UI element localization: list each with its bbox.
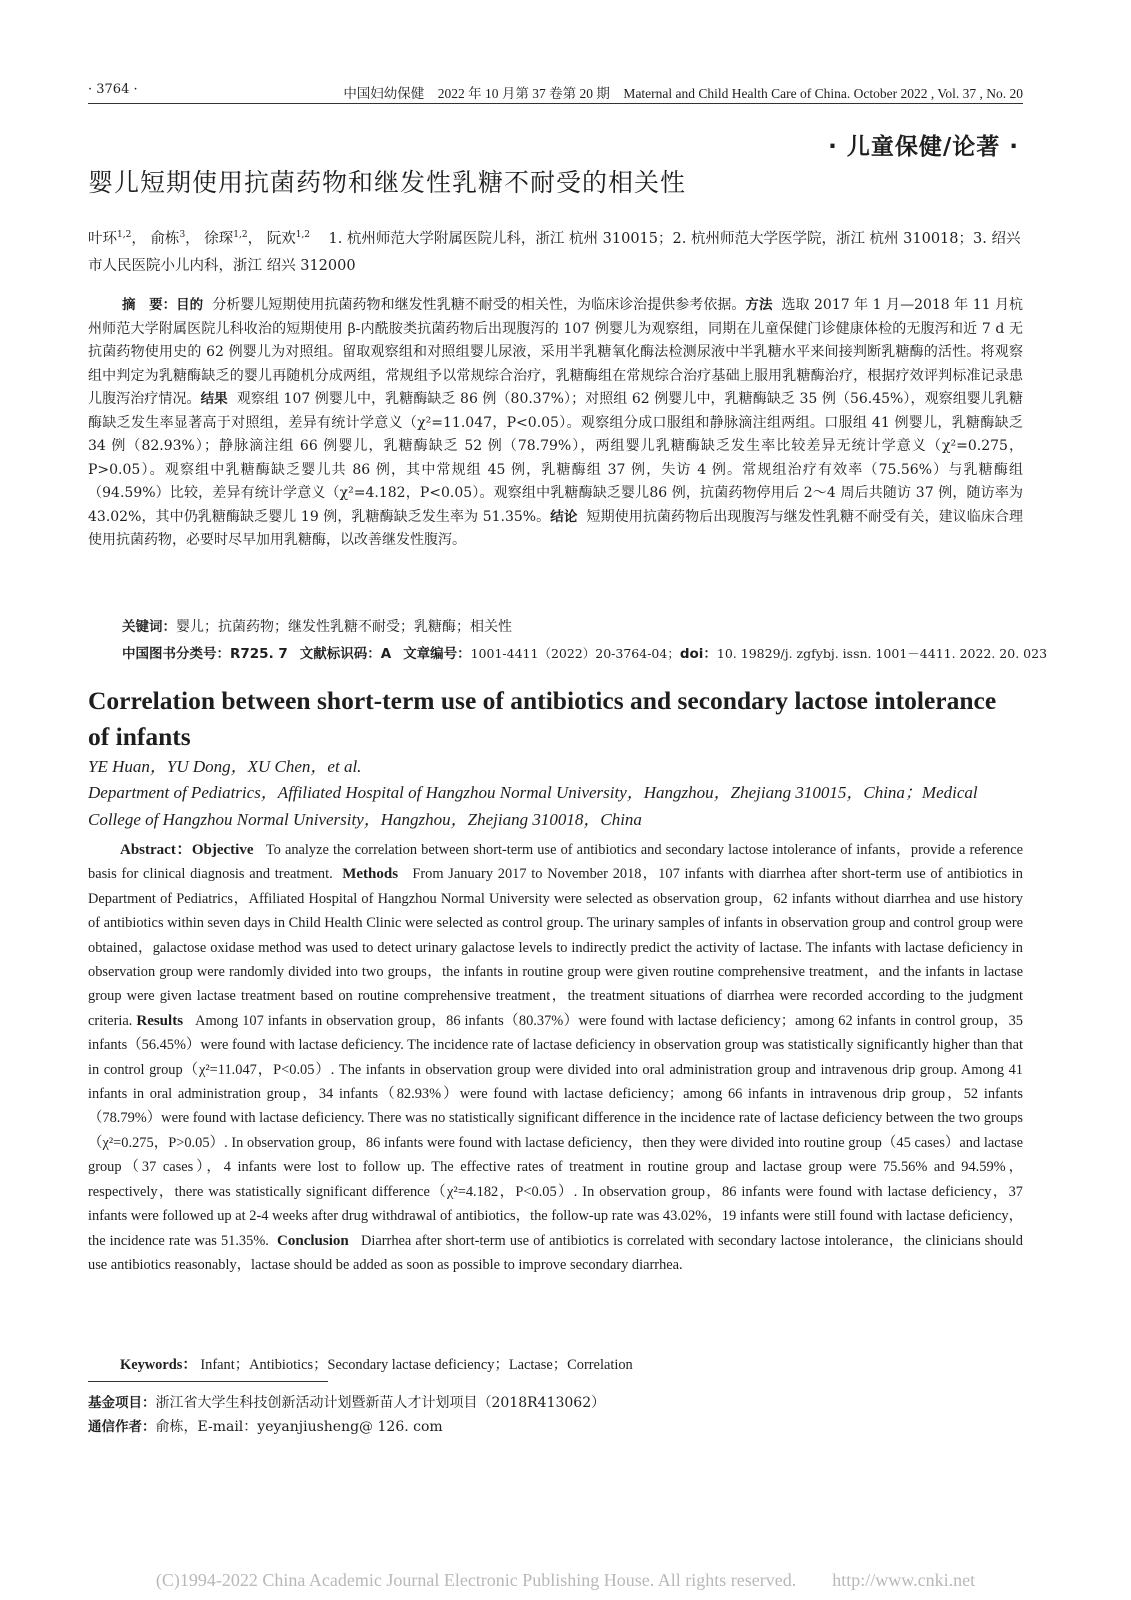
doi-label: doi： (679, 646, 717, 662)
objective-label: Objective (191, 842, 254, 858)
document-code-value: A (380, 646, 392, 662)
author-name: 徐琛 (204, 230, 234, 247)
conclusion-text: 短期使用抗菌药物后出现腹泻与继发性乳糖不耐受有关，建议临床合理使用抗菌药物，必要时尽早加用乳糖酶，以改善继发性腹泻。 (88, 508, 1024, 548)
methods-label: Methods (342, 866, 399, 883)
results-text: 观察组 107 例婴儿中，乳糖酶缺乏 86 例（80.37%）；对照组 62 例婴儿中，乳糖酶缺乏 35 例（56.45%），观察组婴儿乳糖酶缺乏发生率显著高于对照组，差异有统计学意义（χ²=11.047，P<0.05）。观察组分成口服组和静脉滴注组两组。口服组 41 例婴儿，乳糖酶缺乏 34 例（82.93%）；静脉滴注组 66 例婴儿，乳糖酶缺乏 52 例（78.79%），两组婴儿乳糖酶缺乏发生率比较差异无统计学意义（χ²=0.275，P>0.05）。观察组中乳糖酶缺乏婴儿共 86 例，其中常规组 45 例，乳糖酶组 37 例，失访 4 例。常规组治疗有效率（75.56%）与乳糖酶组（94.59%）比较，差异有统计学意义（χ²=4.182，P<0.05）。观察组中乳糖酶缺乏婴儿86 例，抗菌药物停用后 2～4 周后共随访 37 例，随访率为 43.02%，其中仍乳糖酶缺乏婴儿 19 例，乳糖酶缺乏发生率为 51.35%。 (88, 391, 1024, 525)
doi-value: 10. 19829/j. zgfybj. issn. 1001－4411. 2022. 20. 023 (716, 646, 1048, 661)
objective-text: To analyze the correlation between short-term use of antibiotics and secondary lactose intolerance of infants，provide a reference basis for clinical diagnosis and treatment. (88, 842, 1023, 883)
english-authors: YE Huan，YU Dong，XU Chen，et al. (88, 757, 362, 776)
abstract-label: 摘 要： (122, 297, 177, 313)
methods-label: 方法 (745, 297, 773, 313)
english-abstract (88, 838, 1023, 1277)
results-label: Results (136, 1012, 184, 1029)
corresponding-author-text: 俞栋，E-mail：yeyanjiusheng@ 126. com (155, 1419, 443, 1435)
page-number: · 3764 · (88, 82, 138, 97)
corresponding-author-label: 通信作者： (88, 1419, 156, 1435)
header-rule (88, 103, 1023, 104)
classification-line (88, 642, 1048, 662)
author-affiliation-mark: 3 (179, 230, 186, 240)
running-header (88, 80, 1023, 102)
english-keywords (88, 1353, 1023, 1374)
author-name: 俞栋 (150, 230, 180, 247)
english-title: Correlation between short-term use of antibiotics and secondary lactose intolerance of infants (88, 686, 997, 751)
clc-value: R725. 7 (230, 646, 288, 662)
objective-text: 分析婴儿短期使用抗菌药物和继发性乳糖不耐受的相关性，为临床诊治提供参考依据。 (212, 297, 746, 313)
author-affiliation-mark: 1,2 (233, 230, 248, 240)
section-tag: · 儿童保健/论著 · (828, 134, 1019, 160)
keywords-label: Keywords： (120, 1357, 197, 1373)
journal-citation-line: 中国妇幼保健 2022 年 10 月第 37 卷第 20 期 Maternal and Child Health Care of China. October 2022 , Vol. 37 , No. 20 (343, 86, 1023, 101)
chinese-keywords (88, 615, 1023, 636)
conclusion-label: Conclusion (277, 1232, 349, 1249)
results-label: 结果 (200, 391, 228, 407)
chinese-abstract (88, 294, 1023, 553)
objective-label: 目的 (176, 297, 204, 313)
footnote-rule (88, 1381, 328, 1382)
chinese-title: 婴儿短期使用抗菌药物和继发性乳糖不耐受的相关性 (88, 168, 687, 197)
funding-footnote (88, 1391, 1023, 1439)
funding-line (88, 1391, 1023, 1415)
conclusion-label: 结论 (550, 508, 578, 525)
chinese-affiliations: 1. 杭州师范大学附属医院儿科，浙江 杭州 310015；2. 杭州师范大学医学院，浙江 杭州 310018；3. 绍兴市人民医院小儿内科，浙江 绍兴 312000 (88, 230, 1021, 274)
author-affiliation-mark: 1,2 (295, 230, 311, 240)
english-affiliation: Department of Pediatrics，Affiliated Hospital of Hangzhou Normal University，Hangzhou，Zhejiang 310015，China；Medical College of Hangzhou Normal University，Hangzhou，Zhejiang 310018，China (88, 783, 978, 829)
abstract-label: Abstract： (120, 842, 192, 858)
keywords-text: Infant；Antibiotics；Secondary lactase deficiency；Lactase；Correlation (200, 1357, 633, 1373)
article-number-label: 文章编号： (403, 646, 471, 662)
copyright-notice: (C)1994-2022 China Academic Journal Electronic Publishing House. All rights reserved. http://www.cnki.net (155, 1570, 976, 1590)
funding-label: 基金项目： (88, 1395, 156, 1411)
keywords-text: 婴儿；抗菌药物；继发性乳糖不耐受；乳糖酶；相关性 (176, 619, 512, 635)
author-affiliation-mark: 1,2 (117, 230, 132, 240)
document-code-label: 文献标识码： (299, 646, 381, 662)
corresponding-author-line (88, 1415, 1023, 1439)
results-text: Among 107 infants in observation group，86 infants（80.37%）were found with lactase deficiency；among 62 infants in control group，35 infants（56.45%）were found with lactase deficiency. The incidence rate of lactase deficiency in observation group was statistically significantly higher than that in control group（χ²=11.047，P<0.05）. The infants in observation group were divided into oral administration group and intravenous drip group. Among 41 infants in oral administration group，34 infants（82.93%）were found with lactase deficiency；among 66 infants in intravenous drip group，52 infants（78.79%）were found with lactase deficiency. There was no statistically significant difference in the incidence rate of lactase deficiency between the two groups（χ²=0.275，P>0.05）. In observation group，86 infants were found with lactase deficiency，then they were divided into routine group（45 cases）and lactase group（37 cases），4 infants were lost to follow up. The effective rates of treatment in routine group and lactase group were 75.56% and 94.59%，respectively，there was statistically significant difference（χ²=4.182，P<0.05）. In observation group，86 infants were found with lactase deficiency，37 infants were followed up at 2-4 weeks after drug withdrawal of antibiotics，the follow-up rate was 43.02%，19 infants were still found with lactase deficiency，the incidence rate was 51.35%. (88, 1012, 1023, 1249)
chinese-authors: 叶环$^{1,2}$， 俞栋$^3$， 徐琛$^{1,2}$， 阮欢$^{1,2}$ 1. 杭州师范大学附属医院儿科，浙江 杭州 310015；2. 杭州师范大学医学院，浙江 杭州 310018；3. 绍兴市人民医院小儿内科，浙江 绍兴 312000 (88, 230, 1021, 274)
author-name: 阮欢 (266, 230, 296, 247)
clc-label: 中国图书分类号： (122, 646, 230, 662)
methods-text: From January 2017 to November 2018，107 infants with diarrhea after short-term use of antibiotics in Department of Pediatrics，Affiliated Hospital of Hangzhou Normal University were selected as observation group，62 infants without diarrhea and use history of antibiotics within seven days in Child Health Clinic were selected as control group. The urinary samples of infants in observation group and control group were obtained，galactose oxidase method was used to detect urinary galactose levels to indirectly predict the activity of lactase. The infants with lactase deficiency in observation group were randomly divided into two groups，the infants in routine group were given routine comprehensive treatment，and the infants in lactase group were given lactase treatment based on routine comprehensive treatment，the treatment situations of diarrhea were recorded according to the judgment criteria. (88, 866, 1024, 1029)
keywords-label: 关键词： (122, 619, 176, 635)
methods-text: 选取 2017 年 1 月—2018 年 11 月杭州师范大学附属医院儿科收治的短期使用 β-内酰胺类抗菌药物后出现腹泻的 107 例婴儿为观察组，同期在儿童保健门诊健康体检的无腹泻和近 7 d 无抗菌药物使用史的 62 例婴儿为对照组。留取观察组和对照组婴儿尿液，采用半乳糖氧化酶法检测尿液中半乳糖水平来间接判断乳糖酶的活性。将观察组中判定为乳糖酶缺乏的婴儿再随机分成两组，常规组予以常规综合治疗，乳糖酶组在常规综合治疗基础上服用乳糖酶治疗，根据疗效评判标准记录患儿腹泻治疗情况。 (88, 297, 1024, 407)
article-number-value: 1001-4411（2022）20-3764-04； (470, 646, 680, 661)
author-name: 叶环 (88, 230, 117, 247)
funding-text: 浙江省大学生科技创新活动计划暨新苗人才计划项目（2018R413062） (155, 1395, 606, 1411)
conclusion-text: Diarrhea after short-term use of antibiotics is correlated with secondary lactose intolerance，the clinicians should use antibiotics reasonably，lactase should be added as soon as possible to improve secondary diarrhea. (88, 1232, 1023, 1273)
